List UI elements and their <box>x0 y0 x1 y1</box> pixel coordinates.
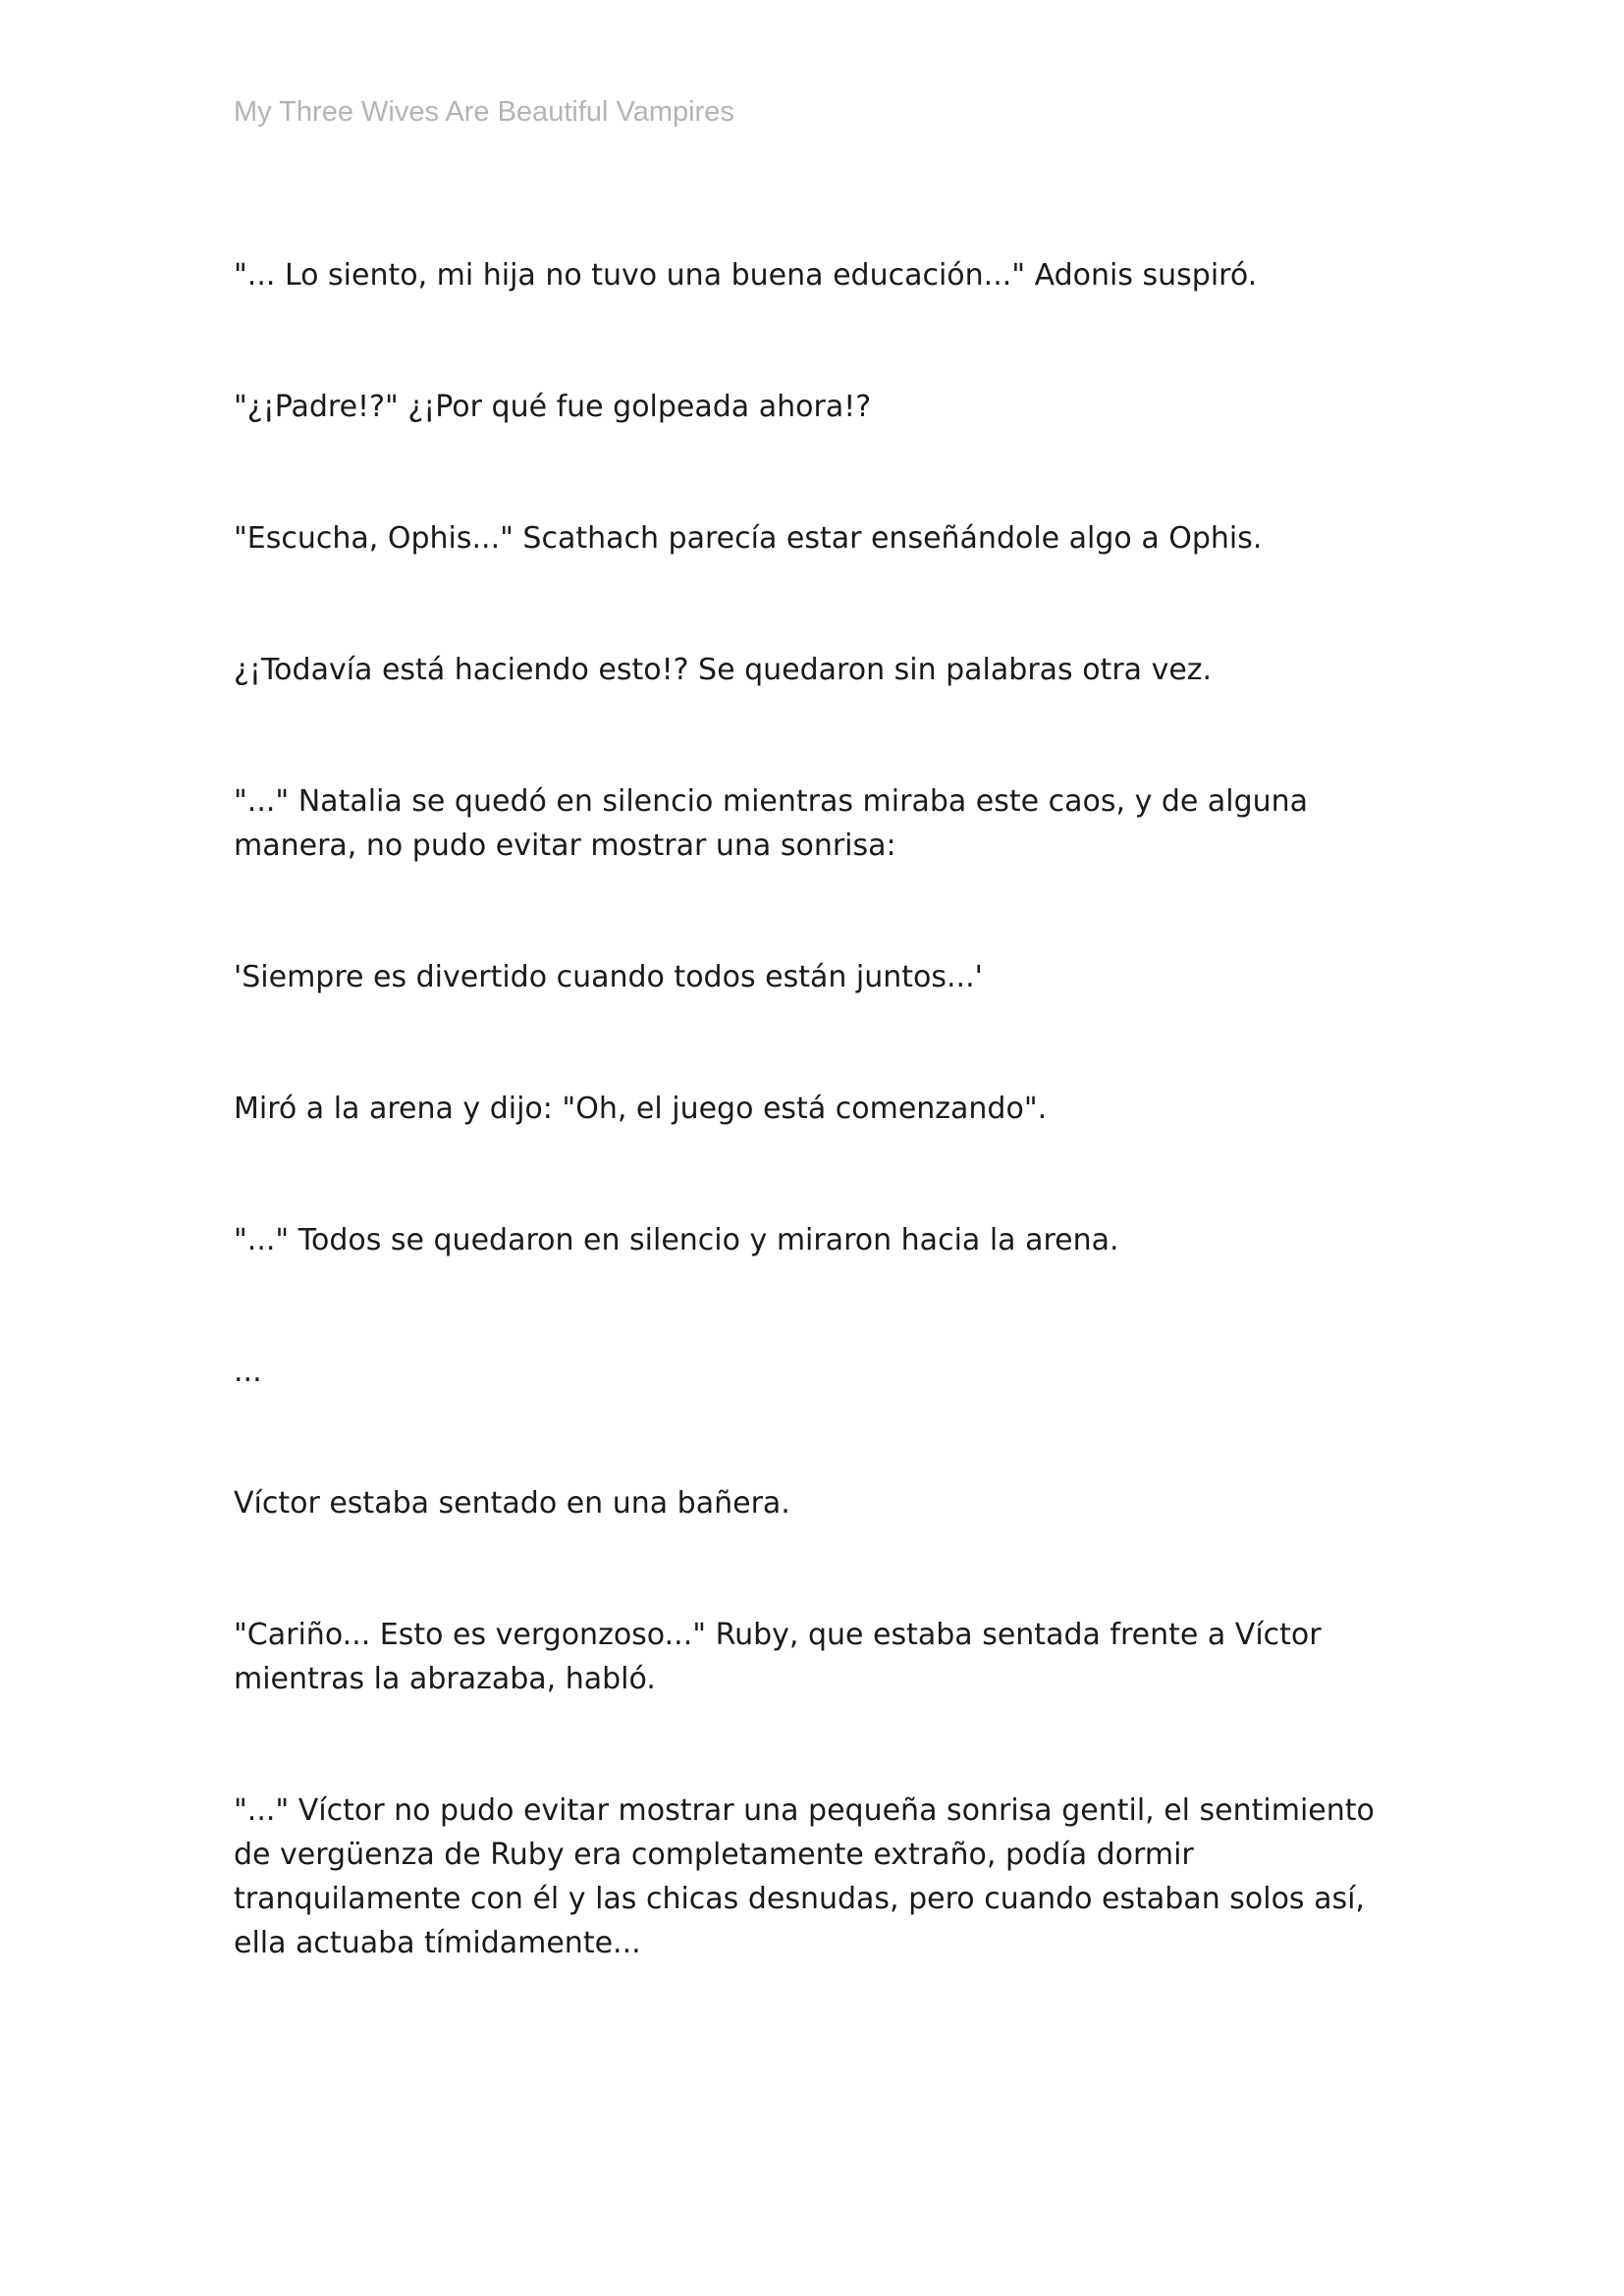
paragraph: "..." Todos se quedaron en silencio y miraron hacia la arena. <box>234 1223 1119 1257</box>
paragraph: "Cariño... Esto es vergonzoso..." Ruby, que estaba sentada frente a Víctor mientras la abrazaba, habló. <box>234 1618 1322 1696</box>
paragraph: Víctor estaba sentado en una bañera. <box>234 1486 790 1521</box>
body-text <box>234 253 1402 2053</box>
paragraph: "¿¡Padre!?" ¿¡Por qué fue golpeada ahora!? <box>234 390 872 424</box>
paragraph: "... Lo siento, mi hija no tuvo una buena educación..." Adonis suspiró. <box>234 258 1258 293</box>
paragraph: Miró a la arena y dijo: "Oh, el juego está comenzando". <box>234 1092 1048 1126</box>
scene-break: ... <box>234 1355 262 1389</box>
paragraph: ¿¡Todavía está haciendo esto!? Se quedaron sin palabras otra vez. <box>234 653 1213 687</box>
paragraph: "..." Natalia se quedó en silencio mientras miraba este caos, y de alguna manera, no pudo evitar mostrar una sonrisa: <box>234 784 1309 863</box>
paragraph: "Escucha, Ophis..." Scathach parecía estar enseñándole algo a Ophis. <box>234 521 1263 556</box>
running-header: My Three Wives Are Beautiful Vampires <box>234 96 734 128</box>
paragraph: 'Siempre es divertido cuando todos están juntos...' <box>234 960 983 994</box>
paragraph: "..." Víctor no pudo evitar mostrar una pequeña sonrisa gentil, el sentimiento de vergüenza de Ruby era completamente extraño, podía dormir tranquilamente con él y las chicas desnudas, pero cuando estaban solos así, ella actuaba tímidamente... <box>234 1793 1375 1960</box>
